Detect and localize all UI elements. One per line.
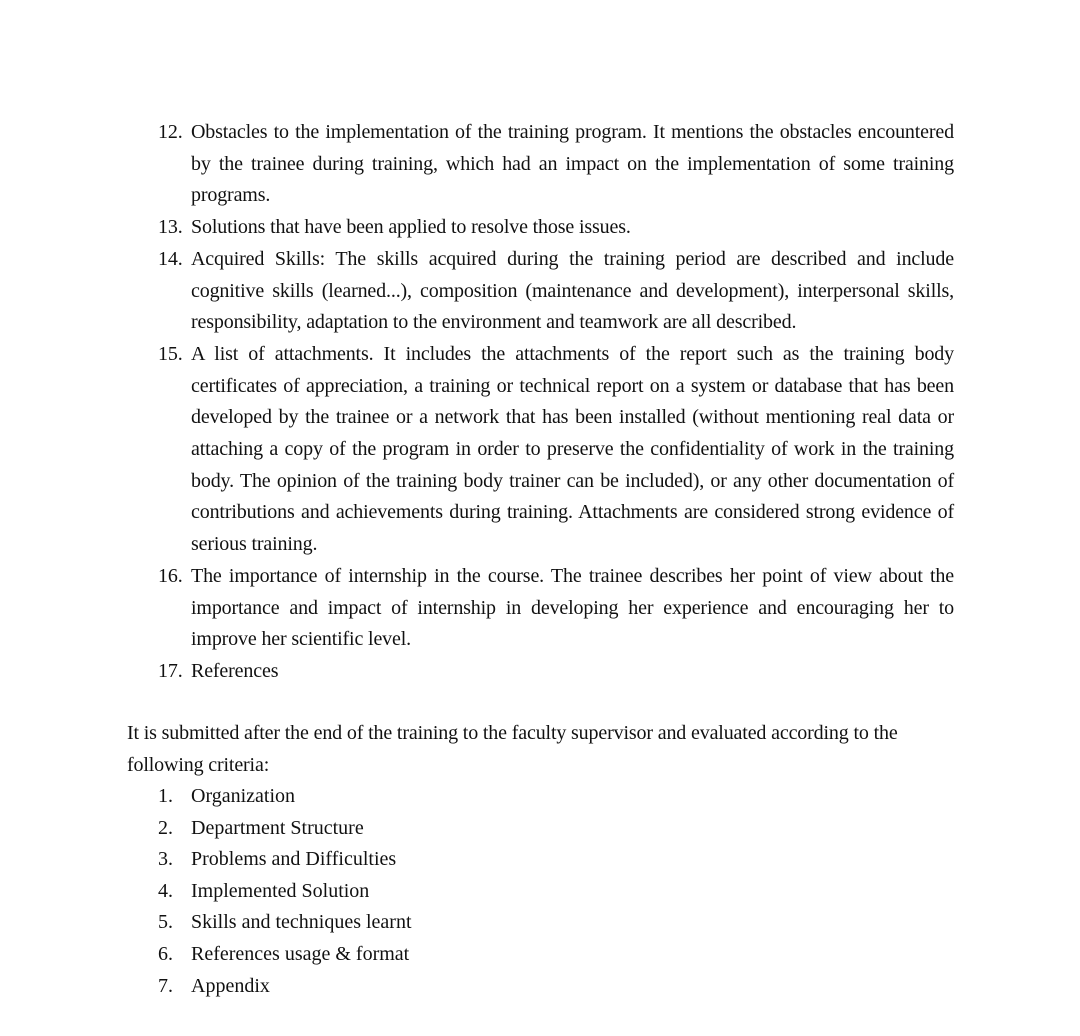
criteria-text: Implemented Solution bbox=[191, 879, 370, 902]
list-item bbox=[158, 212, 954, 244]
list-item bbox=[158, 117, 954, 212]
evaluation-criteria-list bbox=[158, 781, 412, 1002]
criteria-number: 7. bbox=[158, 974, 173, 997]
criteria-number: 5. bbox=[158, 911, 173, 934]
list-item bbox=[158, 656, 954, 688]
criteria-item bbox=[158, 876, 412, 908]
criteria-text: References usage & format bbox=[191, 942, 410, 965]
criteria-text: Problems and Difficulties bbox=[191, 848, 397, 871]
criteria-number: 3. bbox=[158, 848, 173, 871]
list-item-text: References bbox=[191, 659, 279, 682]
criteria-item bbox=[158, 781, 412, 813]
list-item-text: A list of attachments. It includes the attachments of the report such as the training body certificates of appreciation, a training or technical report on a system or database that has been developed by the trainee or a network that has been installed (without mentioning real data or attaching a copy of the program in order to preserve the confidentiality of work in the training body. The opinion of the training body trainer can be included), or any other documentation of contributions and achievements during training. Attachments are considered strong evidence of serious training. bbox=[191, 342, 954, 556]
report-contents-list bbox=[158, 117, 954, 688]
list-item-number: 16. bbox=[158, 564, 183, 587]
criteria-number: 6. bbox=[158, 942, 173, 965]
criteria-item bbox=[158, 813, 412, 845]
list-item bbox=[158, 244, 954, 339]
criteria-item bbox=[158, 844, 412, 876]
list-item-number: 14. bbox=[158, 247, 183, 270]
criteria-text: Department Structure bbox=[191, 816, 364, 839]
list-item-number: 13. bbox=[158, 216, 183, 239]
criteria-number: 4. bbox=[158, 879, 173, 902]
criteria-text: Skills and techniques learnt bbox=[191, 911, 412, 934]
criteria-number: 2. bbox=[158, 816, 173, 839]
criteria-item bbox=[158, 939, 412, 971]
list-item-text: Obstacles to the implementation of the training program. It mentions the obstacles encountered by the trainee during training, which had an impact on the implementation of some training programs. bbox=[191, 121, 954, 207]
list-item-number: 15. bbox=[158, 342, 183, 365]
criteria-number: 1. bbox=[158, 785, 173, 807]
list-item-text: The importance of internship in the course. The trainee describes her point of view about the importance and impact of internship in developing her experience and encouraging her to improve her scientific level. bbox=[191, 564, 954, 651]
criteria-item bbox=[158, 907, 412, 939]
list-item-text: Acquired Skills: The skills acquired during the training period are described and include cognitive skills (learned...), composition (maintenance and development), interpersonal skills, responsibility, adaptation to the environment and teamwork are all described. bbox=[191, 247, 954, 334]
list-item bbox=[158, 339, 954, 561]
criteria-item bbox=[158, 971, 412, 1003]
criteria-intro-paragraph: It is submitted after the end of the training to the faculty supervisor and evaluated according to the following criteria: bbox=[127, 722, 898, 776]
list-item-text: Solutions that have been applied to resolve those issues. bbox=[191, 216, 631, 239]
criteria-text: Organization bbox=[191, 785, 296, 807]
list-item bbox=[158, 561, 954, 656]
list-item-number: 17. bbox=[158, 659, 183, 682]
list-item-number: 12. bbox=[158, 121, 183, 143]
criteria-text: Appendix bbox=[191, 974, 270, 997]
